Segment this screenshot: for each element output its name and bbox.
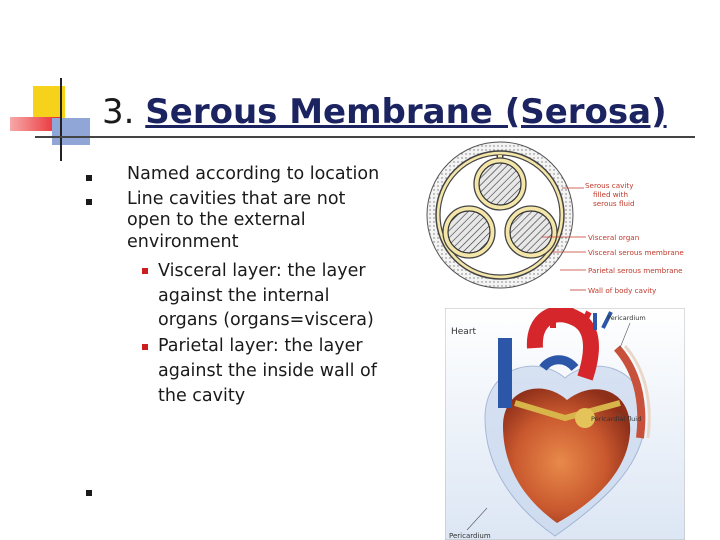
bullet-text-2-line-3: environment [127, 232, 239, 252]
empty-bullet-marker [86, 490, 92, 496]
label-filled-with: filled with [593, 190, 629, 199]
title-decoration-blue [52, 118, 90, 145]
title-text: Serous Membrane (Serosa) [145, 92, 667, 132]
title-number: 3. [102, 92, 135, 132]
bullet-marker [86, 175, 92, 181]
sub-bullet-1-line-1: Visceral layer: the layer [158, 261, 366, 281]
sub-bullet-2-line-1: Parietal layer: the layer [158, 336, 363, 356]
bullet-text-2-line-1: Line cavities that are not [127, 189, 346, 209]
serous-membrane-diagram [412, 140, 692, 302]
bullet-text-2-line-2: open to the external [127, 210, 306, 230]
label-pericardium-bottom: Pericardium [449, 532, 491, 540]
label-pericardium-top: Pericardium [607, 314, 646, 322]
bullet-marker [86, 199, 92, 205]
sub-bullet-1-line-3: organs (organs=viscera) [158, 310, 374, 330]
label-parietal-membrane: Parietal serous membrane [588, 266, 683, 275]
label-heart: Heart [451, 327, 477, 337]
title-rule-horizontal [35, 136, 695, 138]
label-serous-cavity: Serous cavity [585, 181, 634, 190]
label-visceral-organ: Visceral organ [588, 233, 640, 242]
slide-title [102, 92, 667, 132]
sub-bullet-2-line-3: the cavity [158, 386, 246, 406]
sub-bullet-marker [142, 344, 148, 350]
label-body-cavity-wall: Wall of body cavity [588, 286, 657, 295]
bullet-text-1: Named according to location [127, 164, 380, 184]
sub-bullet-1-line-2: against the internal [158, 286, 330, 306]
sub-bullet-marker [142, 268, 148, 274]
sub-bullet-2-line-2: against the inside wall of [158, 361, 377, 381]
label-serous-fluid: serous fluid [593, 199, 635, 208]
label-pericardial-fluid: Pericardial fluid [591, 415, 642, 423]
title-rule-vertical [60, 78, 62, 161]
heart-pericardium-illustration [445, 308, 685, 540]
label-visceral-membrane: Visceral serous membrane [588, 248, 684, 257]
